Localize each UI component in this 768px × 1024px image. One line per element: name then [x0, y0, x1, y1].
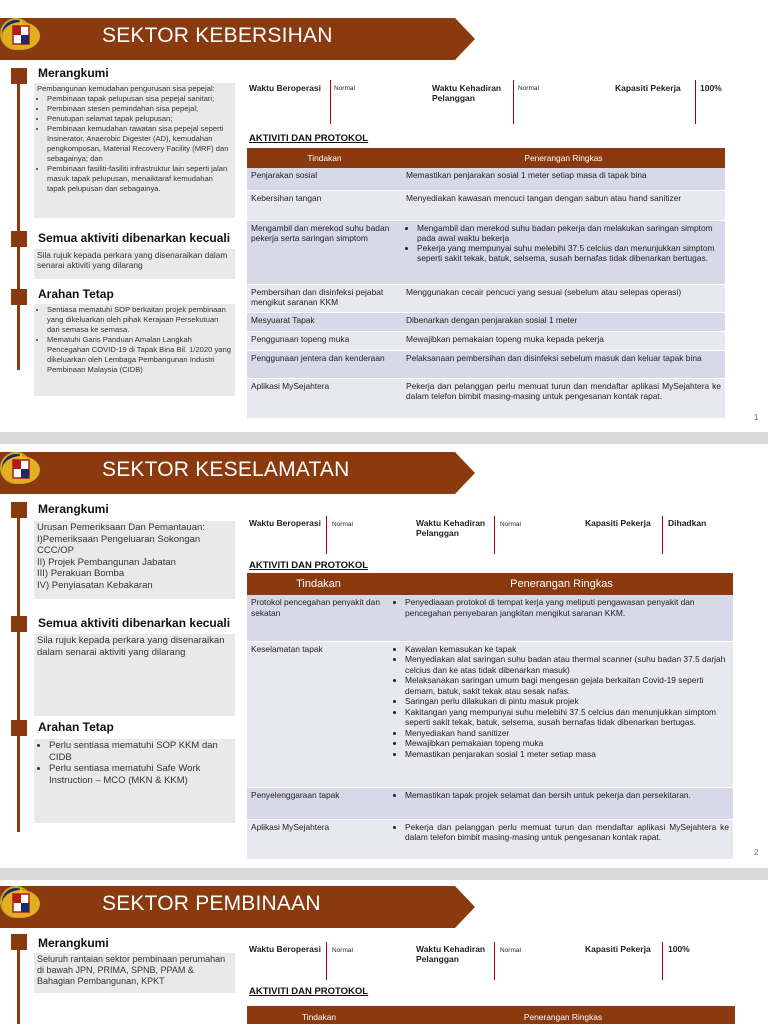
table-cell: Penjarakan sosial: [247, 168, 402, 190]
list-item: • Saringan perlu dilakukan di pintu masuk projek: [405, 696, 729, 707]
waktu-kehadiran-value: Normal: [500, 947, 521, 954]
table-cell: [390, 819, 733, 859]
page-number: 1: [754, 413, 759, 422]
section-marker: [11, 720, 27, 736]
table-cell: Kebersihan tangan: [247, 190, 402, 220]
title-banner: [0, 886, 475, 928]
table-cell: Penggunaan topeng muka: [247, 331, 402, 350]
list-item: • Pekerja yang mempunyai suhu melebihi 37.5 celcius dan menunjukkan simptom seperti sakit tekak, batuk, selsema, susah bernafas tidak dibenarkan bertugas.: [417, 243, 721, 263]
page-separator: [0, 868, 768, 880]
table-cell: Pekerja dan pelanggan perlu memuat turun dan mendaftar aplikasi MySejahtera ke dalam telefon bimbit masing-masing untuk pengesanan kontak rapat.: [402, 378, 725, 418]
list-item: • Pembinaan stesen pemindahan sisa pepejal;: [47, 104, 232, 114]
list-item: • Pekerja dan pelanggan perlu memuat turun dan mendaftar aplikasi MySejahtera ke dalam telefon bimbit masing-masing untuk pengesanan kontak rapat.: [405, 822, 729, 843]
coat-of-arms-icon: [0, 18, 42, 52]
table-cell: Menyediakan kawasan mencuci tangan dengan sabun atau hand sanitizer: [402, 190, 725, 220]
list-item: • Perlu sentiasa mematuhi Safe Work Instruction – MCO (MKN & KKM): [49, 763, 232, 786]
list-item: • Kakitangan yang mempunyai suhu melebihi 37.5 celcius dan menunjukkan simptom seperti sakit tekak, batuk, selsema, susah bernafas tidak dibenarkan bertugas.: [405, 707, 729, 728]
table-cell: Penyelenggaraan tapak: [247, 787, 390, 819]
list-item: • Mematuhi Garis Panduan Amalan Langkah Pencegahan COVID-19 di Tapak Bina Bil. 1/2020 yang dikeluarkan oleh Lembaga Pembangunan Industri Pembinaan Malaysia (CIDB): [47, 335, 232, 375]
table-row: [247, 220, 725, 284]
page-title: SEKTOR KEBERSIHAN: [102, 24, 333, 47]
list-item: • Menyediakan hand sanitizer: [405, 728, 729, 739]
waktu-operasi-label: Waktu Beroperasi: [249, 944, 321, 954]
semua-text: Sila rujuk kepada perkara yang disenaraikan dalam senarai aktiviti yang dilarang: [37, 250, 228, 270]
table-cell: Memastikan penjarakan sosial 1 meter setiap masa di tapak bina: [402, 168, 725, 190]
waktu-kehadiran-value: Normal: [500, 521, 521, 528]
merangkumi-heading: Merangkumi: [38, 936, 109, 950]
list-item: • Pembinaan tapak pelupusan sisa pepejal sanitari;: [47, 94, 232, 104]
section-marker: [11, 231, 27, 247]
table-row: [247, 190, 725, 220]
table-cell: Menggunakan cecair pencuci yang sesuai (sebelum atau selepas operasi): [402, 284, 725, 312]
column-header-penerangan: Penerangan Ringkas: [402, 148, 725, 168]
coat-of-arms-icon: [0, 452, 42, 486]
table-row: [247, 350, 725, 378]
table-cell: Pembersihan dan disinfeksi pejabat mengikut saranan KKM: [247, 284, 402, 312]
slide-pembinaan: [0, 880, 768, 1024]
semua-text: Sila rujuk kepada perkara yang disenaraikan dalam senarai aktiviti yang dilarang: [37, 635, 225, 658]
column-header-tindakan: Tindakan: [247, 573, 390, 595]
aktiviti-heading: AKTIVITI DAN PROTOKOL: [249, 133, 369, 144]
divider: [695, 80, 696, 124]
column-header-tindakan: Tindakan: [247, 148, 402, 168]
section-marker: [11, 934, 27, 950]
table-cell: [390, 787, 733, 819]
semua-box: [34, 634, 235, 716]
table-cell: Mesyuarat Tapak: [247, 312, 402, 331]
coat-of-arms-icon: [0, 886, 42, 920]
list-item: III) Perakuan Bomba: [37, 568, 125, 579]
list-item: • Penyediaaan protokol di tempat kerja yang meliputi pengawasan penyakit dan pencegahan penyebaran jangkitan mengikut saranan KKM.: [405, 597, 729, 618]
list-item: • Memastikan tapak projek selamat dan bersih untuk pekerja dan persekitaran.: [405, 790, 729, 801]
list-item: • Penutupan selamat tapak pelupusan;: [47, 114, 232, 124]
kapasiti-value: 100%: [700, 83, 722, 93]
waktu-kehadiran-label: Waktu Kehadiran Pelanggan: [432, 83, 502, 103]
table-row: [247, 819, 733, 859]
list-item: II) Projek Pembangunan Jabatan: [37, 556, 176, 568]
merangkumi-heading: Merangkumi: [38, 66, 109, 80]
slide-keselamatan: [0, 448, 768, 868]
slide-kebersihan: [0, 0, 768, 430]
waktu-operasi-value: Normal: [332, 521, 353, 528]
arahan-box: [34, 739, 235, 823]
aktiviti-heading: AKTIVITI DAN PROTOKOL: [249, 986, 369, 997]
list-item: • Pembinaan kemudahan rawatan sisa pepejal seperti Insinerator, Anaerobic Digester (AD), kemudahan pengkomposan, Material Recovery Facility (MRF) dan sebagainya; dan: [47, 124, 232, 164]
kapasiti-value: 100%: [668, 944, 690, 954]
merangkumi-heading: Merangkumi: [38, 502, 109, 516]
protocol-table: [247, 573, 733, 860]
section-rail: [17, 70, 20, 370]
column-header-penerangan: Penerangan Ringkas: [391, 1006, 735, 1024]
divider: [326, 942, 327, 980]
table-row: [247, 787, 733, 819]
table-row: [247, 331, 725, 350]
kapasiti-label: Kapasiti Pekerja: [615, 83, 681, 93]
page-separator: [0, 432, 768, 444]
table-cell: Aplikasi MySejahtera: [247, 819, 390, 859]
divider: [330, 80, 331, 124]
list-item: Urusan Pemeriksaan Dan Pemantauan:: [37, 522, 205, 533]
list-item: • Pembinaan fasiliti-fasiliti infrastruktur lain seperti jalan masuk tapak pelupusan, menaiktaraf kemudahan tapak pelupusan dan sebagainya.: [47, 164, 232, 194]
kapasiti-label: Kapasiti Pekerja: [585, 518, 651, 528]
table-row: [247, 284, 725, 312]
column-header-tindakan: Tindakan: [247, 1006, 391, 1024]
page-title: SEKTOR KESELAMATAN: [102, 458, 350, 481]
table-row: [247, 168, 725, 190]
list-item: I)Pemeriksaan Pengeluaran Sokongan CCC/OP: [37, 533, 201, 556]
waktu-operasi-value: Normal: [332, 947, 353, 954]
table-row: [247, 312, 725, 331]
table-row: [247, 595, 733, 641]
waktu-kehadiran-value: Normal: [518, 85, 539, 92]
arahan-heading: Arahan Tetap: [38, 287, 114, 301]
arahan-heading: Arahan Tetap: [38, 720, 114, 734]
table-row: [247, 641, 733, 787]
divider: [494, 942, 495, 980]
section-marker: [11, 289, 27, 305]
list-item: IV) Penyiasatan Kebakaran: [37, 579, 153, 591]
table-cell: Protokol pencegahan penyakit dan sekatan: [247, 595, 390, 641]
list-item: • Mengambil dan merekod suhu badan pekerja dan melakukan saringan simptom pada awal waktu bekerja: [417, 223, 721, 243]
list-item: • Perlu sentiasa mematuhi SOP KKM dan CIDB: [49, 740, 232, 763]
table-cell: [390, 595, 733, 641]
protocol-table: [247, 1006, 735, 1024]
waktu-operasi-value: Normal: [334, 85, 355, 92]
divider: [326, 516, 327, 554]
kapasiti-label: Kapasiti Pekerja: [585, 944, 651, 954]
section-marker: [11, 502, 27, 518]
waktu-operasi-label: Waktu Beroperasi: [249, 518, 321, 528]
divider: [662, 516, 663, 554]
title-banner: [0, 18, 475, 60]
list-item: • Memastikan penjarakan sosial 1 meter setiap masa: [405, 749, 729, 760]
protocol-table: [247, 148, 725, 419]
table-cell: Penggunaan jentera dan kenderaan: [247, 350, 402, 378]
list-item: • Menyediakan alat saringan suhu badan atau thermal scanner (suhu badan 37.5 darjah celcius dan ke atas tidak dibenarkan masuk): [405, 654, 729, 675]
table-cell: [402, 220, 725, 284]
merangkumi-box: [34, 521, 235, 599]
merangkumi-text: Seluruh rantaian sektor pembinaan perumahan di bawah JPN, PRIMA, SPNB, PPAM & Bahagian Pembangunan, KPKT: [37, 954, 226, 986]
page-number: 2: [754, 848, 759, 857]
waktu-operasi-label: Waktu Beroperasi: [249, 83, 321, 93]
table-cell: Aplikasi MySejahtera: [247, 378, 402, 418]
merangkumi-intro: Pembangunan kemudahan pengurusan sisa pepejal:: [37, 84, 215, 93]
table-cell: [390, 641, 733, 787]
list-item: • Mewajibkan pemakaian topeng muka: [405, 738, 729, 749]
arahan-box: [34, 304, 235, 396]
waktu-kehadiran-label: Waktu Kehadiran Pelanggan: [416, 518, 486, 538]
page-title: SEKTOR PEMBINAAN: [102, 892, 321, 915]
kapasiti-value: Dihadkan: [668, 518, 707, 528]
title-banner: [0, 452, 475, 494]
table-cell: Mengambil dan merekod suhu badan pekerja serta saringan simptom: [247, 220, 402, 284]
section-rail: [17, 502, 20, 832]
list-item: • Melaksanakan saringan umum bagi mengesan gejala berkaitan Covid-19 seperti demam, batuk, sakit tekak atau sesak nafas.: [405, 675, 729, 696]
semua-heading: Semua aktiviti dibenarkan kecuali: [38, 231, 231, 245]
semua-heading: Semua aktiviti dibenarkan kecuali: [38, 616, 231, 630]
divider: [494, 516, 495, 554]
table-cell: Pelaksanaan pembersihan dan disinfeksi sebelum masuk dan keluar tapak bina: [402, 350, 725, 378]
divider: [513, 80, 514, 124]
column-header-penerangan: Penerangan Ringkas: [390, 573, 733, 595]
waktu-kehadiran-label: Waktu Kehadiran Pelanggan: [416, 944, 486, 964]
list-item: • Kawalan kemasukan ke tapak: [405, 644, 729, 655]
table-row: [247, 378, 725, 418]
semua-box: [34, 249, 235, 279]
merangkumi-box: [34, 953, 235, 993]
aktiviti-heading: AKTIVITI DAN PROTOKOL: [249, 560, 369, 571]
list-item: • Sentiasa mematuhi SOP berkaitan projek pembinaan yang dikeluarkan oleh pihak Kerajaan Persekutuan dari semasa ke semasa.: [47, 305, 232, 335]
merangkumi-box: [34, 83, 235, 218]
table-cell: Dibenarkan dengan penjarakan sosial 1 meter: [402, 312, 725, 331]
section-marker: [11, 68, 27, 84]
section-marker: [11, 616, 27, 632]
divider: [662, 942, 663, 980]
table-cell: Mewajibkan pemakaian topeng muka kepada pekerja: [402, 331, 725, 350]
table-cell: Keselamatan tapak: [247, 641, 390, 787]
